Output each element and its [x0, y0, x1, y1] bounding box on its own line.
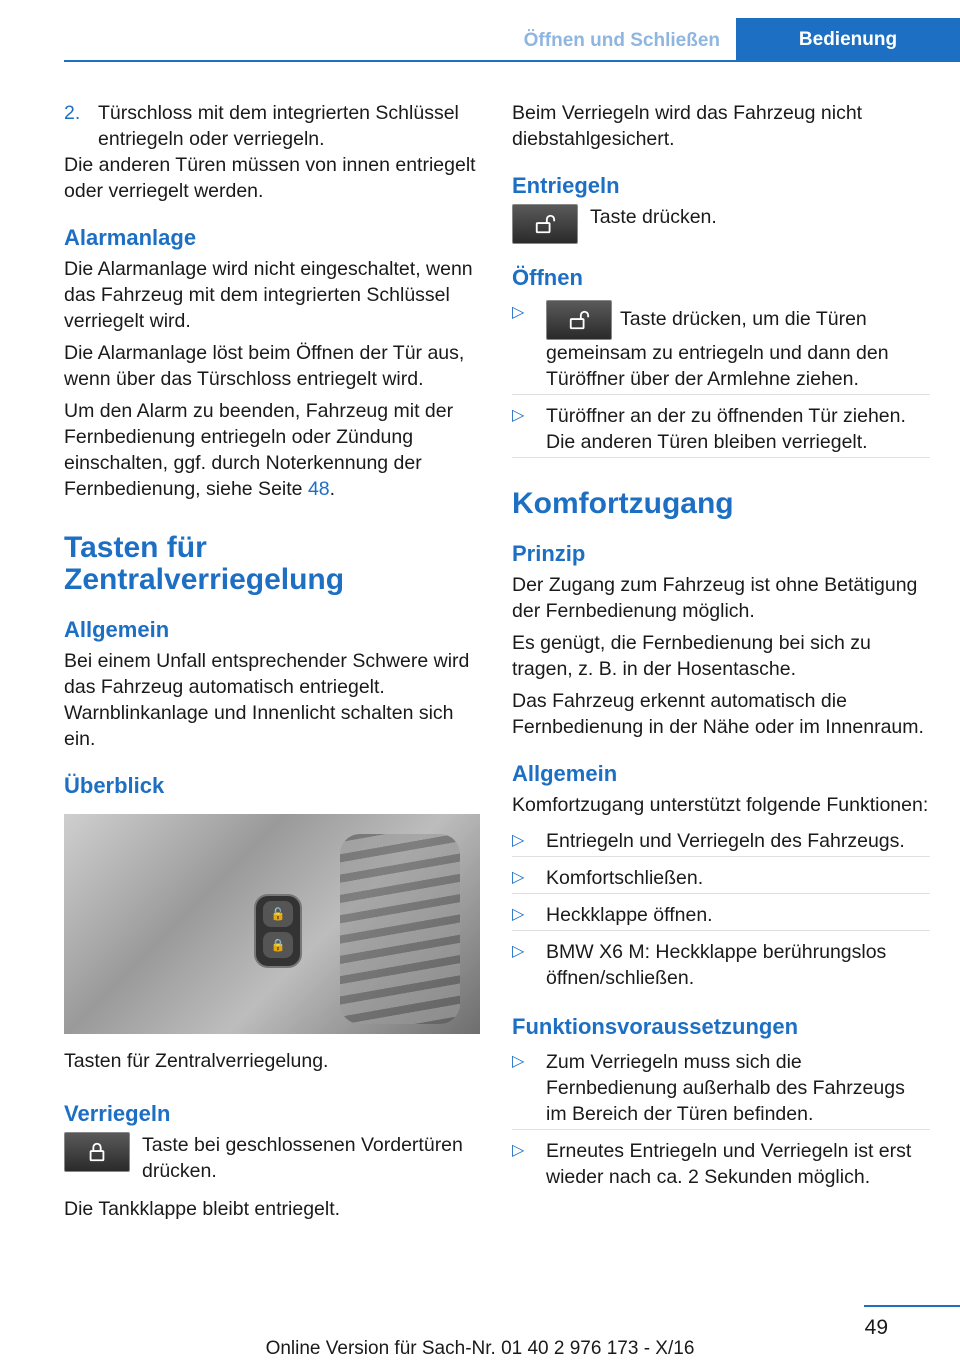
list-item: [512, 399, 930, 458]
list-item-text: Türöffner an der zu öffnenden Tür ziehen. Die anderen Türen bleiben verriegelt.: [546, 405, 906, 453]
page-number: 49: [864, 1316, 888, 1339]
list-item: [512, 935, 930, 993]
heading-allgemein: Allgemein: [512, 761, 618, 786]
right-column: [512, 100, 930, 1196]
key-text: Taste bei geschlossenen Vordertüren drücken.: [142, 1134, 463, 1182]
list-item-text: Entriegeln und Verriegeln des Fahrzeugs.: [546, 830, 905, 852]
bullet-list: [512, 1045, 930, 1192]
unlock-icon: 🔓: [263, 901, 293, 927]
list-item: [512, 1134, 930, 1192]
list-item: [512, 861, 930, 894]
heading-alarmanlage: Alarmanlage: [64, 225, 197, 250]
heading-allgemein: Allgemein: [64, 617, 170, 642]
item-text: Türschloss mit dem integrierten Schlüssel entriegeln oder verriegeln.: [98, 102, 459, 150]
list-item: [512, 296, 930, 395]
heading-funktionsvoraussetzungen: Funktionsvoraussetzungen: [512, 1014, 799, 1039]
heading-line: Zentralverriegelung: [64, 563, 345, 596]
paragraph: Die anderen Türen müssen von innen entriegelt oder verriegelt werden.: [64, 154, 476, 202]
door-panel-photo: [64, 814, 480, 1034]
heading-verriegeln: Verriegeln: [64, 1101, 171, 1126]
paragraph: Die Alarmanlage wird nicht eingeschaltet, wenn das Fahrzeug mit dem integrierten Schlüssel verriegelt wird.: [64, 258, 473, 332]
list-item-text: Taste drücken, um die Türen gemeinsam zu entriegeln und dann den Türöffner über der Armlehne ziehen.: [546, 308, 889, 390]
list-item-text: BMW X6 M: Heckklappe berührungslos öffnen/schließen.: [546, 941, 887, 989]
lock-icon: 🔒: [263, 932, 293, 958]
unlock-button-icon: [546, 300, 612, 340]
bullet-icon: ▷: [512, 1053, 525, 1070]
heading-oeffnen: Öffnen: [512, 265, 583, 290]
footer-rule: [864, 1305, 960, 1307]
paragraph: Bei einem Unfall entsprechender Schwere wird das Fahrzeug automatisch entriegelt. Warnblinkanlage und Innenlicht schalten sich ein.: [64, 650, 470, 750]
list-item: [512, 824, 930, 857]
lock-button-icon: [64, 1132, 130, 1172]
item-number: 2.: [64, 102, 81, 124]
heading-tasten: [64, 532, 482, 596]
page-header: [0, 0, 960, 62]
heading-line: Tasten für: [64, 531, 207, 564]
paragraph-text: Um den Alarm zu beenden, Fahrzeug mit der Fernbedienung entriegeln oder Zündung einschalten, ggf. durch Noterkennung der Fernbedienung, siehe Seite: [64, 400, 454, 500]
lock-switch-shape: [254, 894, 302, 968]
vent-shape: [340, 834, 460, 1024]
photo-caption: Tasten für Zentralverriegelung.: [64, 1050, 329, 1072]
key-text: Taste drücken.: [590, 206, 717, 228]
list-item: [512, 1045, 930, 1130]
left-column: [64, 100, 482, 1228]
list-item: [512, 898, 930, 931]
bullet-icon: ▷: [512, 832, 525, 849]
paragraph: Beim Verriegeln wird das Fahrzeug nicht diebstahlgesichert.: [512, 102, 863, 150]
bullet-icon: ▷: [512, 1142, 525, 1159]
list-item-text: Komfortschließen.: [546, 867, 704, 889]
header-section-title: Öffnen und Schließen: [523, 30, 720, 51]
heading-entriegeln: Entriegeln: [512, 173, 620, 198]
bullet-icon: ▷: [512, 869, 525, 886]
header-chapter-tab: Bedienung: [736, 18, 960, 62]
heading-komfortzugang: Komfortzugang: [512, 487, 734, 520]
list-item-text: Erneutes Entriegeln und Verriegeln ist erst wieder nach ca. 2 Sekunden möglich.: [546, 1140, 912, 1188]
paragraph: Komfortzugang unterstützt folgende Funktionen:: [512, 794, 929, 816]
paragraph: Der Zugang zum Fahrzeug ist ohne Betätigung der Fernbedienung möglich.: [512, 574, 918, 622]
heading-ueberblick: Überblick: [64, 773, 165, 798]
list-item-text: Heckklappe öffnen.: [546, 904, 713, 926]
bullet-list: [512, 824, 930, 993]
header-rule: [64, 60, 736, 62]
bullet-icon: ▷: [512, 304, 525, 321]
bullet-icon: ▷: [512, 943, 525, 960]
list-item-body: [546, 300, 930, 392]
paragraph: Die Tankklappe bleibt entriegelt.: [64, 1198, 341, 1220]
footer-version-text: Online Version für Sach-Nr. 01 40 2 976 173 - X/16: [265, 1338, 695, 1359]
page-link[interactable]: 48: [307, 478, 330, 500]
list-item-text: Zum Verriegeln muss sich die Fernbedienung außerhalb des Fahrzeugs im Bereich der Türen befinden.: [546, 1051, 905, 1125]
heading-prinzip: Prinzip: [512, 541, 586, 566]
paragraph: Das Fahrzeug erkennt automatisch die Fernbedienung in der Nähe oder im Innenraum.: [512, 690, 924, 738]
numbered-item: [64, 100, 482, 152]
key-row: [512, 204, 930, 244]
paragraph: Die Alarmanlage löst beim Öffnen der Tür aus, wenn über das Türschloss entriegelt wird.: [64, 342, 465, 390]
paragraph: Es genügt, die Fernbedienung bei sich zu tragen, z. B. in der Hosentasche.: [512, 632, 871, 680]
unlock-button-icon: [512, 204, 578, 244]
bullet-icon: ▷: [512, 906, 525, 923]
paragraph: Um den Alarm zu beenden, Fahrzeug mit der Fernbedienung entriegeln oder Zündung einschalten, ggf. durch Noterkennung der Fernbedienung, siehe Seite 48.: [64, 400, 454, 500]
bullet-icon: ▷: [512, 407, 525, 424]
key-row: [64, 1132, 482, 1184]
